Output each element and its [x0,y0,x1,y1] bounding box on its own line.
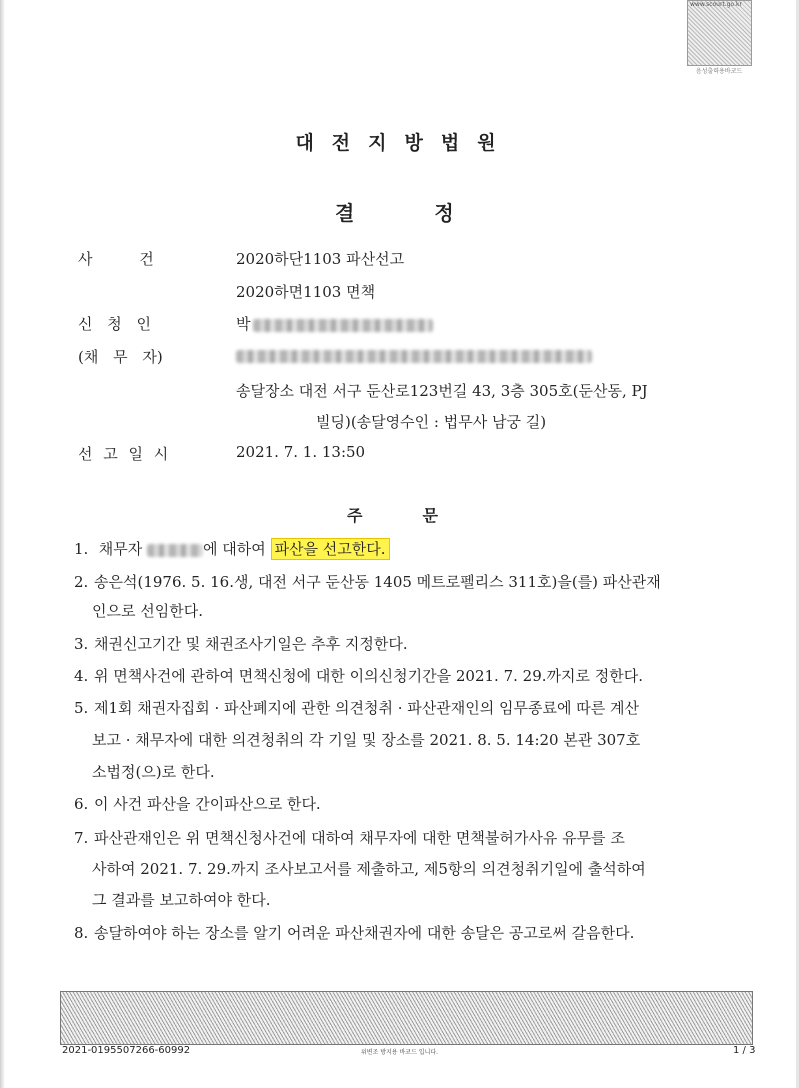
case-line-2: 2020하면1103 면책 [236,283,376,301]
scan-edge-left [0,0,5,1088]
order-char-1: 주 [347,506,363,525]
order-item-5-cont-2: 소법정(으)로 한다. [92,763,215,781]
audio-barcode-icon [687,0,752,66]
barcode-note: 위변조 방지용 바코드 입니다. [360,1049,439,1056]
order-item-2-cont: 인으로 선임한다. [92,602,203,620]
order-item-3: 3. 채권신고기간 및 채권조사기일은 추후 지정한다. [74,635,408,653]
applicant-label: 신 청 인 [78,315,152,333]
document-number: 2021-0195507266-60992 [62,1045,191,1056]
redacted-address [236,350,592,363]
order-item-8: 8. 송달하여야 하는 장소를 알기 어려운 파산채권자에 대한 송달은 공고로써 갈음한다. [74,924,635,942]
order-item-7-cont-1: 사하여 2021. 7. 29.까지 조사보고서를 제출하고, 제5항의 의견청취기일에 출석하여 [92,860,646,878]
order-item-7-cont-2: 그 결과를 보고하여야 한다. [92,891,271,909]
applicant-name: 박 [236,313,433,334]
order-item-5-cont-1: 보고 · 채무자에 대한 의견청취의 각 기일 및 장소를 2021. 8. 5. 14:20 본관 307호 [92,731,641,749]
order-item-6: 6. 이 사건 파산을 간이파산으로 한다. [74,795,321,813]
order-item-5: 5. 제1회 채권자집회 · 파산폐지에 관한 의견청취 · 파산관재인의 임무종료에 따른 계산 [74,699,639,717]
debtor-label: (채 무 자) [78,348,163,366]
order-item-4: 4. 위 면책사건에 관하여 면책신청에 대한 이의신청기간을 2021. 7. 29.까지로 정한다. [74,667,644,685]
delivery-line-1: 송달장소 대전 서구 둔산로123번길 43, 3층 305호(둔산동, PJ [236,382,648,400]
case-line-1: 2020하단1103 파산선고 [236,250,405,268]
debtor-address [236,346,592,364]
order-char-2: 문 [422,506,438,525]
court-name: 대전지방법원 [295,132,514,154]
anti-forgery-barcode-icon [60,991,753,1045]
title-char-1: 결 [335,201,355,225]
order-item-7: 7. 파산관재인은 위 면책신청사건에 대하여 채무자에 대한 면책불허가사유 유무를 조 [74,829,625,847]
case-label: 사 건 [78,250,154,268]
barcode-caption: 음성출력용바코드 [695,68,743,75]
date-value: 2021. 7. 1. 13:50 [236,443,366,461]
order-title [347,503,438,526]
order-item-1: 1. 채무자 에 대하여 파산을 선고한다. [74,538,719,559]
title-char-2: 정 [434,201,454,225]
court-url: www.scourt.go.kr [690,1,742,8]
highlight-bankruptcy: 파산을 선고한다. [271,538,390,560]
page-number: 1 / 3 [733,1045,756,1056]
date-label: 선 고 일 시 [78,445,169,463]
document-title [335,197,454,226]
delivery-line-2: 빌딩)(송달영수인 : 법무사 남궁 길) [316,413,547,431]
redacted-applicant [253,319,433,332]
redacted-debtor-name [147,544,203,557]
order-item-2: 2. 송은석(1976. 5. 16.생, 대전 서구 둔산동 1405 메트로펠리스 311호)을(를) 파산관재 [74,573,661,591]
